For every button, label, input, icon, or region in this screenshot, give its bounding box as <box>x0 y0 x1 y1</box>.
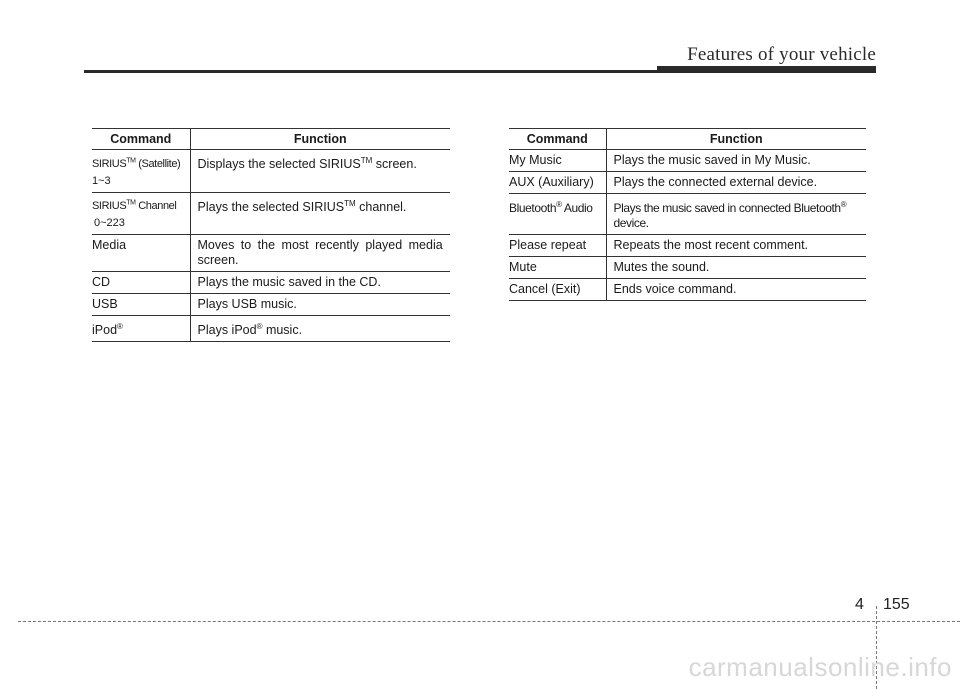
table-row <box>509 172 866 194</box>
table-row <box>92 192 450 235</box>
column-header-command: Command <box>509 129 606 150</box>
command-cell: Bluetooth® Audio <box>509 194 606 235</box>
command-cell: USB <box>92 294 190 316</box>
command-cell: Mute <box>509 257 606 279</box>
function-cell: Displays the selected SIRIUS™ screen. <box>190 150 450 193</box>
table-row <box>92 294 450 316</box>
function-cell: Mutes the sound. <box>606 257 866 279</box>
header-title: Features of your vehicle <box>687 44 876 65</box>
table-row <box>92 150 450 193</box>
left-command-table <box>92 128 450 342</box>
function-cell: Plays the connected external device. <box>606 172 866 194</box>
command-cell: Please repeat <box>509 235 606 257</box>
table-row <box>92 316 450 342</box>
command-cell <box>92 192 190 235</box>
table-row <box>509 235 866 257</box>
table-row <box>509 279 866 301</box>
column-header-function: Function <box>190 129 450 150</box>
table-row <box>92 272 450 294</box>
command-cell: Cancel (Exit) <box>509 279 606 301</box>
table-row <box>92 235 450 272</box>
column-header-command: Command <box>92 129 190 150</box>
watermark: carmanualsonline.info <box>688 652 952 682</box>
command-cell: Media <box>92 235 190 272</box>
function-cell: Ends voice command. <box>606 279 866 301</box>
command-cell: My Music <box>509 150 606 172</box>
function-cell: Plays iPod® music. <box>190 316 450 342</box>
function-cell: Plays the selected SIRIUS™ channel. <box>190 192 450 235</box>
command-range: 1~3 <box>92 174 111 187</box>
header-rule-accent <box>657 66 876 72</box>
table-header-row <box>509 129 866 150</box>
right-command-table <box>509 128 866 301</box>
command-range: 0~223 <box>94 217 125 230</box>
table-row <box>509 194 866 235</box>
function-cell: Repeats the most recent comment. <box>606 235 866 257</box>
page-number: 155 <box>883 596 910 613</box>
footer-divider <box>18 621 960 622</box>
table-row <box>509 257 866 279</box>
command-text: SIRIUS™ Channel <box>92 199 177 213</box>
command-cell <box>92 150 190 193</box>
table-header-row <box>92 129 450 150</box>
command-cell: AUX (Auxiliary) <box>509 172 606 194</box>
function-cell: Plays the music saved in connected Bluetooth® device. <box>606 194 866 235</box>
command-text: SIRIUS™ (Satellite) <box>92 157 181 170</box>
function-cell: Moves to the most recently played media screen. <box>190 235 450 272</box>
command-cell: iPod® <box>92 316 190 342</box>
column-header-function: Function <box>606 129 866 150</box>
function-cell: Plays the music saved in the CD. <box>190 272 450 294</box>
function-cell: Plays USB music. <box>190 294 450 316</box>
table-row <box>509 150 866 172</box>
command-cell: CD <box>92 272 190 294</box>
section-number: 4 <box>855 596 864 613</box>
function-cell: Plays the music saved in My Music. <box>606 150 866 172</box>
